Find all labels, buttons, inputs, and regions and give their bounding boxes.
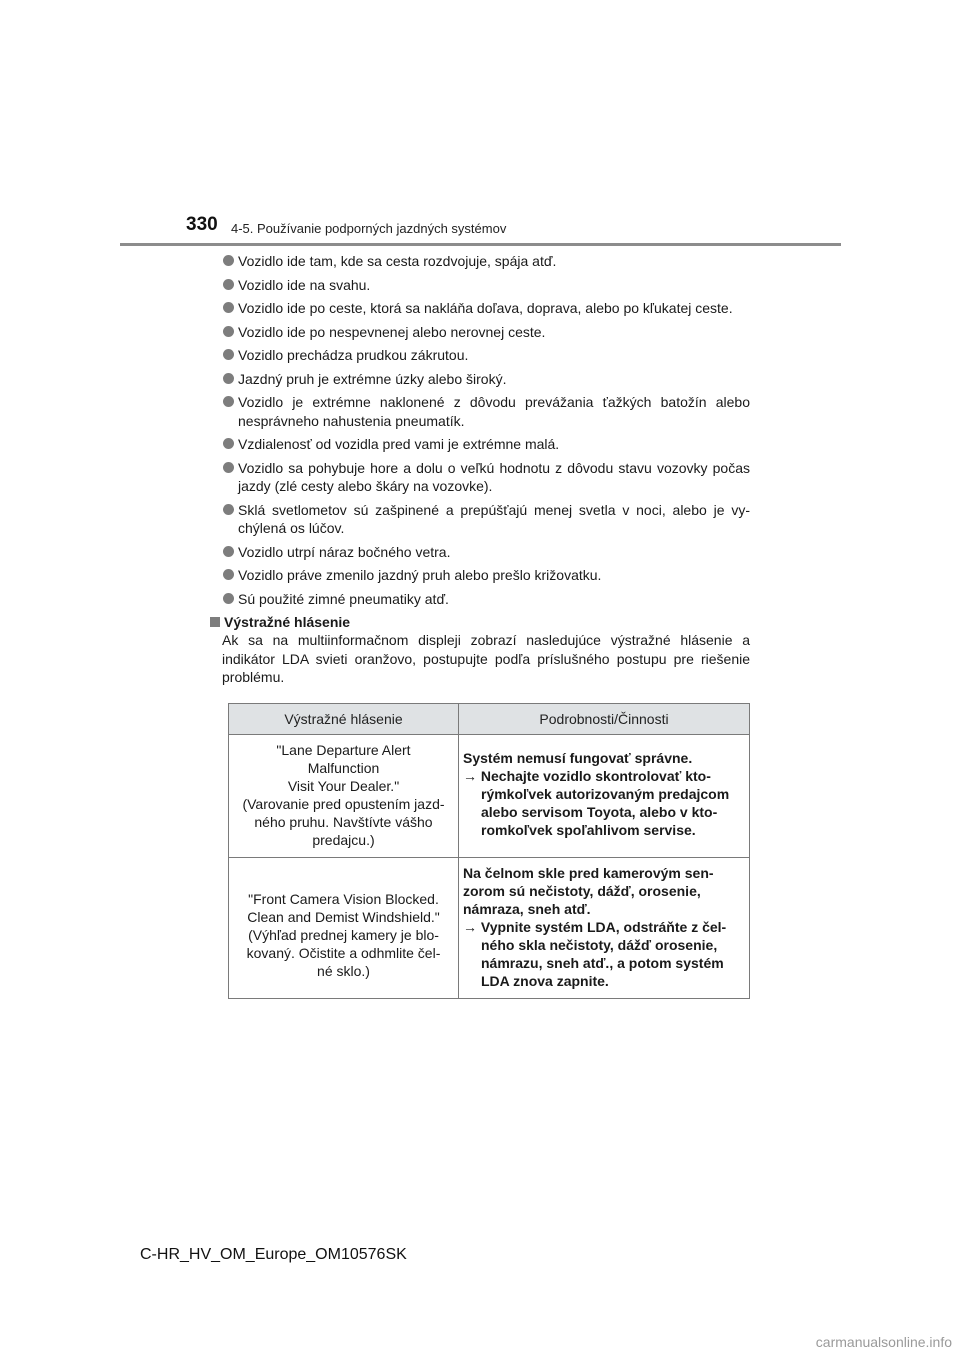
bullet-icon — [223, 462, 234, 473]
bullet-icon — [223, 302, 234, 313]
document-id: C-HR_HV_OM_Europe_OM10576SK — [140, 1246, 407, 1263]
bullet-icon — [223, 438, 234, 449]
list-item: Jazdný pruh je extrémne úzky alebo široký. — [222, 370, 750, 389]
list-item: Vozidlo je extrémne naklonené z dôvodu prevážania ťažkých batožín alebo nesprávneho nahustenia pneumatík. — [222, 393, 750, 430]
main-content — [222, 252, 750, 687]
list-item: Vozidlo ide po ceste, ktorá sa nakláňa doľava, doprava, alebo po kľukatej ceste. — [222, 299, 750, 318]
list-item: Vozidlo ide po nespevnenej alebo nerovnej ceste. — [222, 323, 750, 342]
warning-intro: Ak sa na multiinformačnom displeji zobrazí nasledujúce výstražné hlásenie a indikátor LDA svieti oranžovo, postupujte podľa príslušného postupu pre riešenie problému. — [222, 632, 750, 685]
bullet-icon — [223, 593, 234, 604]
warning-details: Na čelnom skle pred kamerovým sen-zorom sú nečistoty, dážď, orosenie, námraza, sneh atď. → Vypnite systém LDA, odstráňte z čel-ného skla nečistoty, dážď orosenie, námrazu, sneh atď., a potom systém LDA znova zapnite. — [459, 858, 750, 999]
header-rule — [120, 243, 841, 246]
column-header: Výstražné hlásenie — [229, 704, 459, 735]
warning-table — [228, 703, 750, 999]
bullet-icon — [223, 349, 234, 360]
bullet-icon — [223, 255, 234, 266]
arrow-icon: → — [463, 919, 477, 935]
page-number: 330 — [186, 214, 218, 235]
warning-details: Systém nemusí fungovať správne. → Nechajte vozidlo skontrolovať kto-rýmkoľvek autorizovaným predajcom alebo servisom Toyota, alebo v kto-romkoľvek spoľahlivom servise. — [459, 735, 750, 858]
section-title: 4-5. Používanie podporných jazdných systémov — [231, 221, 507, 236]
bullet-icon — [223, 504, 234, 515]
column-header: Podrobnosti/Činnosti — [459, 704, 750, 735]
arrow-icon: → — [463, 768, 477, 784]
condition-list — [222, 252, 750, 608]
list-item: Vzdialenosť od vozidla pred vami je extrémne malá. — [222, 435, 750, 454]
warning-message: "Lane Departure Alert Malfunction Visit Your Dealer." (Varovanie pred opustením jazd- ného pruhu. Navštívte vášho predajcu.) — [229, 735, 459, 858]
list-item: Vozidlo prechádza prudkou zákrutou. — [222, 346, 750, 365]
list-item: Vozidlo sa pohybuje hore a dolu o veľkú hodnotu z dôvodu stavu vozovky počas jazdy (zlé cesty alebo škáry na vozovke). — [222, 459, 750, 496]
table-row — [229, 735, 750, 858]
list-item: Vozidlo utrpí náraz bočného vetra. — [222, 543, 750, 562]
list-item: Sklá svetlometov sú zašpinené a prepúšťajú menej svetla v noci, alebo je vy-chýlená os lúčov. — [222, 501, 750, 538]
watermark: carmanualsonline.info — [815, 1334, 952, 1350]
list-item: Sú použité zimné pneumatiky atď. — [222, 590, 750, 609]
bullet-icon — [223, 396, 234, 407]
list-item: Vozidlo práve zmenilo jazdný pruh alebo prešlo križovatku. — [222, 566, 750, 585]
warning-message: "Front Camera Vision Blocked. Clean and Demist Windshield." (Výhľad prednej kamery je blo- kovaný. Očistite a odhmlite čel- né sklo.) — [229, 858, 459, 999]
bullet-icon — [223, 326, 234, 337]
warning-heading: Výstražné hlásenie — [222, 613, 750, 631]
bullet-icon — [223, 279, 234, 290]
table-row — [229, 858, 750, 999]
bullet-icon — [223, 546, 234, 557]
bullet-icon — [223, 569, 234, 580]
list-item: Vozidlo ide tam, kde sa cesta rozdvojuje, spája atď. — [222, 252, 750, 271]
table-header-row — [229, 704, 750, 735]
square-bullet-icon — [210, 617, 220, 627]
list-item: Vozidlo ide na svahu. — [222, 276, 750, 295]
bullet-icon — [223, 373, 234, 384]
